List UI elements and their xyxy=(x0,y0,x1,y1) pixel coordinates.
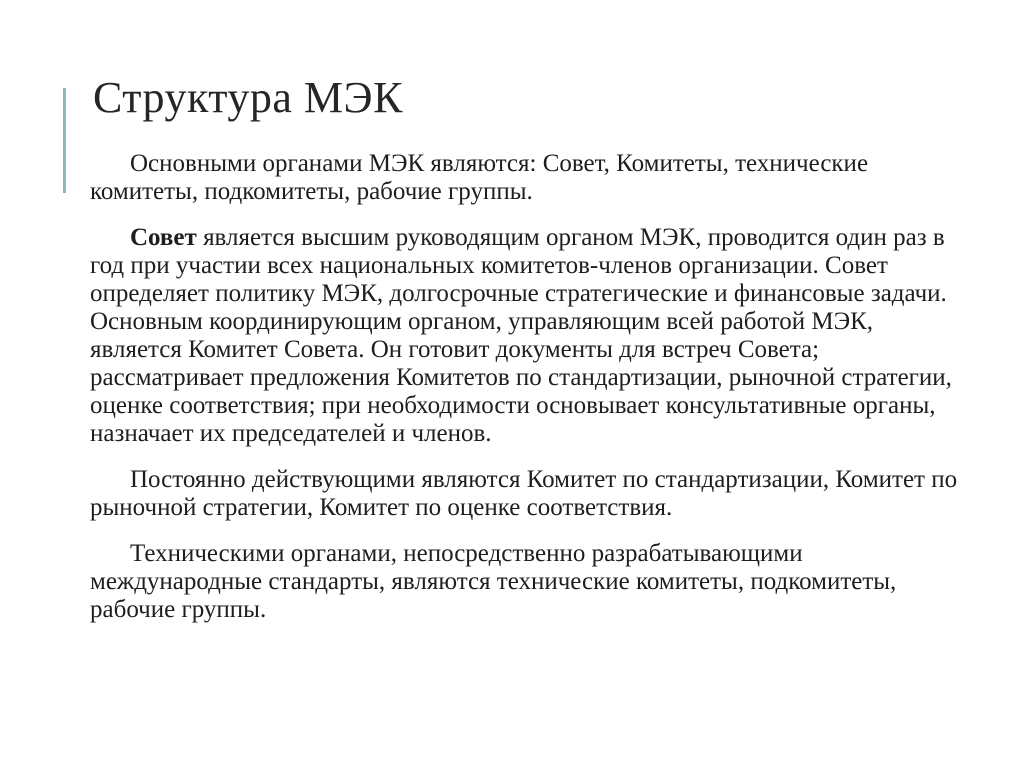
paragraph-council xyxy=(90,224,960,448)
paragraph-standing-committees xyxy=(90,466,960,522)
paragraph-text: Постоянно действующими являются Комитет по стандартизации, Комитет по рыночной стратегии, Комитет по оценке соответствия. xyxy=(90,466,958,521)
slide-title: Структура МЭК xyxy=(93,73,403,122)
paragraph-text: является высшим руководящим органом МЭК, проводится один раз в год при участии всех национальных комитетов-членов организации. Совет определяет политику МЭК, долгосрочные стратегические и финансовые задачи. Основным координирующим органом, управляющим всей работой МЭК, является Комитет Совета. Он готовит документы для встреч Совета; рассматривает предложения Комитетов по стандартизации, рыночной стратегии, оценке соответствия; при необходимости основывает консультативные органы, назначает их председателей и членов. xyxy=(90,224,952,447)
paragraph-text: Техническими органами, непосредственно разрабатывающими международные стандарты, являются технические комитеты, подкомитеты, рабочие группы. xyxy=(90,540,897,623)
slide-body xyxy=(90,150,960,642)
paragraph-text: Основными органами МЭК являются: Совет, Комитеты, технические комитеты, подкомитеты, рабочие группы. xyxy=(90,150,869,205)
title-accent-line xyxy=(63,88,66,193)
paragraph-main-bodies xyxy=(90,150,960,206)
council-term-bold: Совет xyxy=(130,224,197,251)
paragraph-technical-bodies xyxy=(90,540,960,624)
